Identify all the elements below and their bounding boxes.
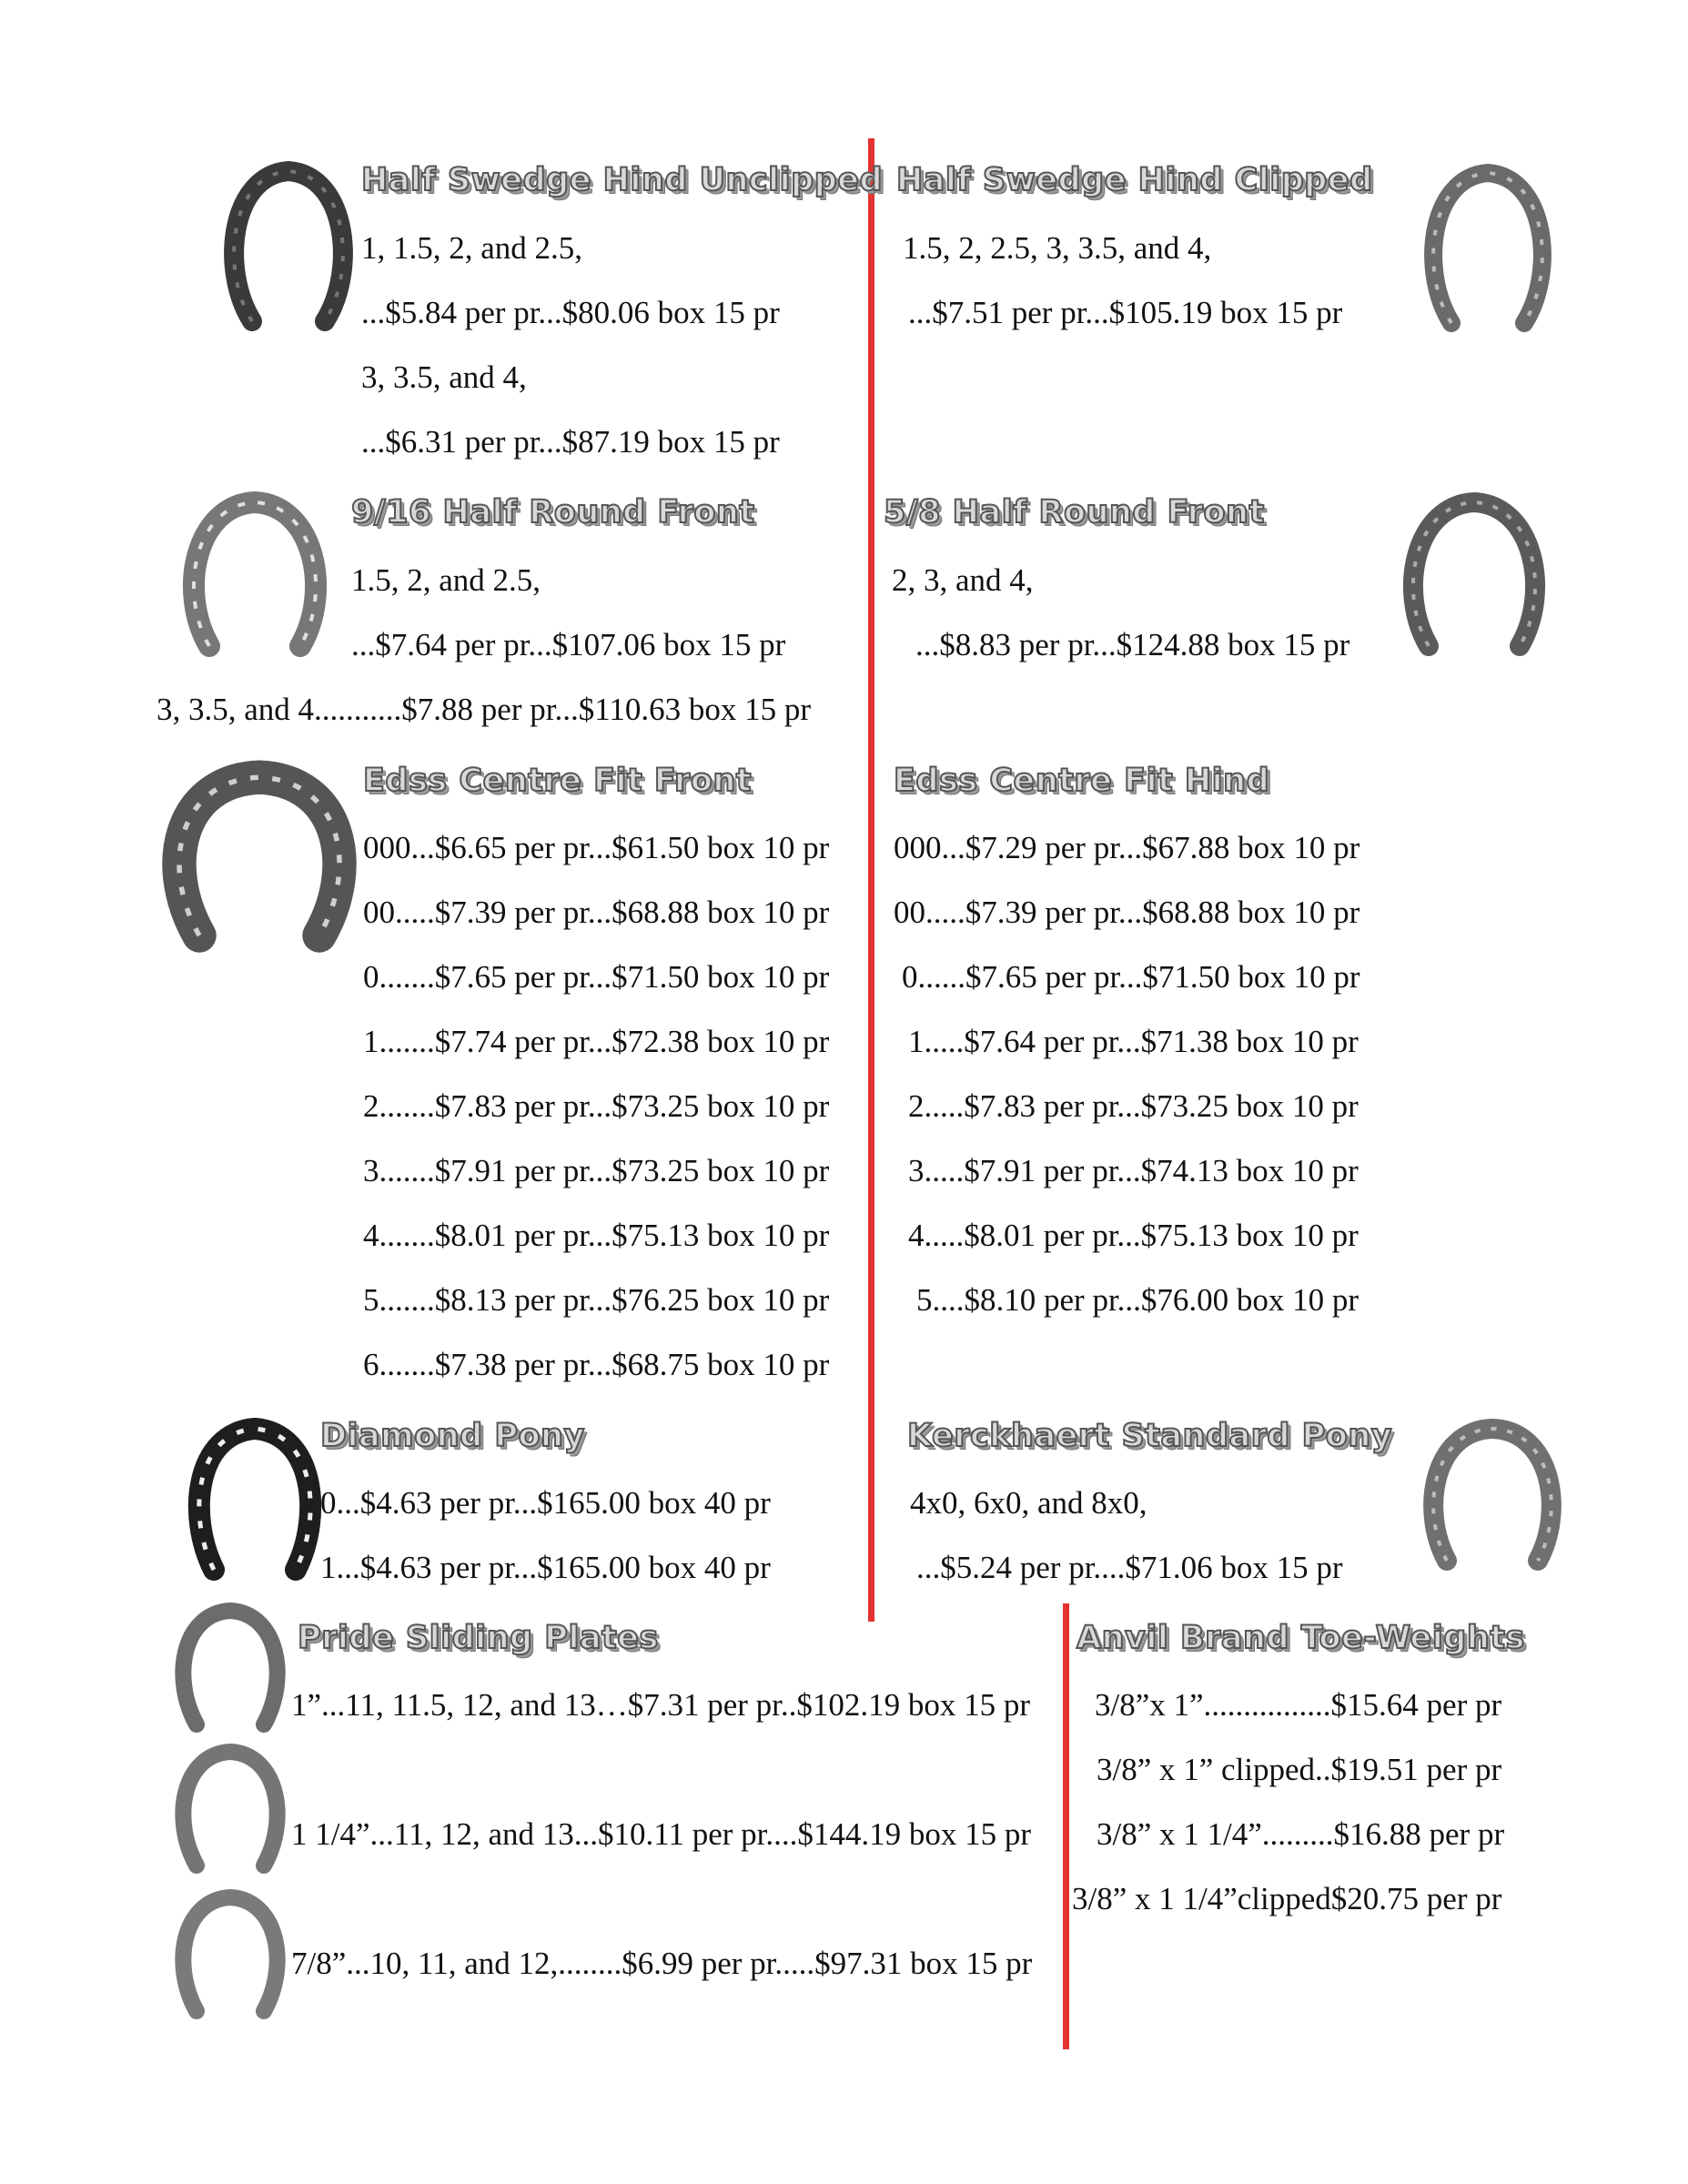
price-line: 0.......$7.65 per pr...$71.50 box 10 pr xyxy=(363,959,830,995)
heading-5-8-half-round: 5/8 Half Round Front xyxy=(884,494,1265,531)
price-line: 1.....$7.64 per pr...$71.38 box 10 pr xyxy=(908,1024,1359,1059)
heading-edss-hind: Edss Centre Fit Hind xyxy=(894,763,1270,799)
price-line: 4.....$8.01 per pr...$75.13 box 10 pr xyxy=(908,1218,1359,1253)
price-line: 7/8”...10, 11, and 12,........$6.99 per pr.....$97.31 box 15 pr xyxy=(291,1946,1033,1981)
price-line: 3, 3.5, and 4...........$7.88 per pr...$110.63 box 15 pr xyxy=(157,692,812,727)
heading-edss-front: Edss Centre Fit Front xyxy=(363,763,753,799)
lower-divider xyxy=(1063,1603,1069,2049)
price-line: 2.......$7.83 per pr...$73.25 box 10 pr xyxy=(363,1088,830,1124)
price-line: 1.5, 2, 2.5, 3, 3.5, and 4, xyxy=(903,230,1212,266)
price-line: 4.......$8.01 per pr...$75.13 box 10 pr xyxy=(363,1218,830,1253)
price-line: 3/8” x 1” clipped..$19.51 per pr xyxy=(1097,1752,1502,1787)
horseshoe-icon xyxy=(159,755,359,956)
price-line: 000...$7.29 per pr...$67.88 box 10 pr xyxy=(894,830,1360,865)
heading-anvil-toe-weights: Anvil Brand Toe-Weights xyxy=(1076,1620,1525,1656)
price-line: 1 1/4”...11, 12, and 13...$10.11 per pr....$144.19 box 15 pr xyxy=(291,1816,1032,1852)
heading-9-16-half-round: 9/16 Half Round Front xyxy=(351,494,755,531)
price-line: 3/8”x 1”................$15.64 per pr xyxy=(1095,1687,1502,1723)
horseshoe-icon xyxy=(1415,1410,1570,1574)
price-line: 3, 3.5, and 4, xyxy=(361,359,527,395)
horseshoe-icon xyxy=(1392,482,1556,664)
price-line: ...$8.83 per pr...$124.88 box 15 pr xyxy=(915,627,1350,662)
price-line: 3/8” x 1 1/4”.........$16.88 per pr xyxy=(1097,1816,1505,1852)
price-line: 0......$7.65 per pr...$71.50 box 10 pr xyxy=(902,959,1360,995)
horseshoe-icon xyxy=(173,482,337,664)
price-line: 00.....$7.39 per pr...$68.88 box 10 pr xyxy=(363,895,830,930)
price-line: 3.....$7.91 per pr...$74.13 box 10 pr xyxy=(908,1153,1359,1188)
center-divider xyxy=(868,138,874,1622)
price-line: 4x0, 6x0, and 8x0, xyxy=(910,1485,1147,1521)
heading-pride-sliding: Pride Sliding Plates xyxy=(298,1620,659,1656)
price-line: 1...$4.63 per pr...$165.00 box 40 pr xyxy=(320,1550,771,1585)
heading-kerckhaert-pony: Kerckhaert Standard Pony xyxy=(907,1418,1393,1454)
price-line: 1”...11, 11.5, 12, and 13…$7.31 per pr..$102.19 box 15 pr xyxy=(291,1687,1031,1723)
price-line: 00.....$7.39 per pr...$68.88 box 10 pr xyxy=(894,895,1360,930)
price-line: 3.......$7.91 per pr...$73.25 box 10 pr xyxy=(363,1153,830,1188)
heading-half-swedge-clipped: Half Swedge Hind Clipped xyxy=(896,162,1373,198)
horseshoe-icon xyxy=(1410,155,1565,337)
horseshoe-icon xyxy=(171,1884,289,2020)
price-line: ...$7.51 per pr...$105.19 box 15 pr xyxy=(908,295,1343,330)
price-line: ...$7.64 per pr...$107.06 box 15 pr xyxy=(351,627,786,662)
price-line: 5.......$8.13 per pr...$76.25 box 10 pr xyxy=(363,1282,830,1318)
heading-diamond-pony: Diamond Pony xyxy=(320,1418,585,1454)
price-line: ...$5.24 per pr....$71.06 box 15 pr xyxy=(916,1550,1343,1585)
price-line: ...$5.84 per pr...$80.06 box 15 pr xyxy=(361,295,780,330)
horseshoe-icon xyxy=(182,1410,328,1583)
price-line: ...$6.31 per pr...$87.19 box 15 pr xyxy=(361,424,780,460)
price-line: 6.......$7.38 per pr...$68.75 box 10 pr xyxy=(363,1347,830,1382)
horseshoe-icon xyxy=(171,1738,289,1875)
price-line: 3/8” x 1 1/4”clipped$20.75 per pr xyxy=(1072,1881,1502,1916)
price-line: 2.....$7.83 per pr...$73.25 box 10 pr xyxy=(908,1088,1359,1124)
horseshoe-icon xyxy=(211,153,366,335)
price-line: 1.......$7.74 per pr...$72.38 box 10 pr xyxy=(363,1024,830,1059)
price-line: 1, 1.5, 2, and 2.5, xyxy=(361,230,583,266)
price-line: 000...$6.65 per pr...$61.50 box 10 pr xyxy=(363,830,830,865)
price-line: 1.5, 2, and 2.5, xyxy=(351,562,541,598)
heading-half-swedge-unclipped: Half Swedge Hind Unclipped xyxy=(361,162,884,198)
price-line: 5....$8.10 per pr...$76.00 box 10 pr xyxy=(916,1282,1359,1318)
price-line: 0...$4.63 per pr...$165.00 box 40 pr xyxy=(320,1485,771,1521)
price-line: 2, 3, and 4, xyxy=(892,562,1034,598)
horseshoe-icon xyxy=(171,1597,289,1734)
